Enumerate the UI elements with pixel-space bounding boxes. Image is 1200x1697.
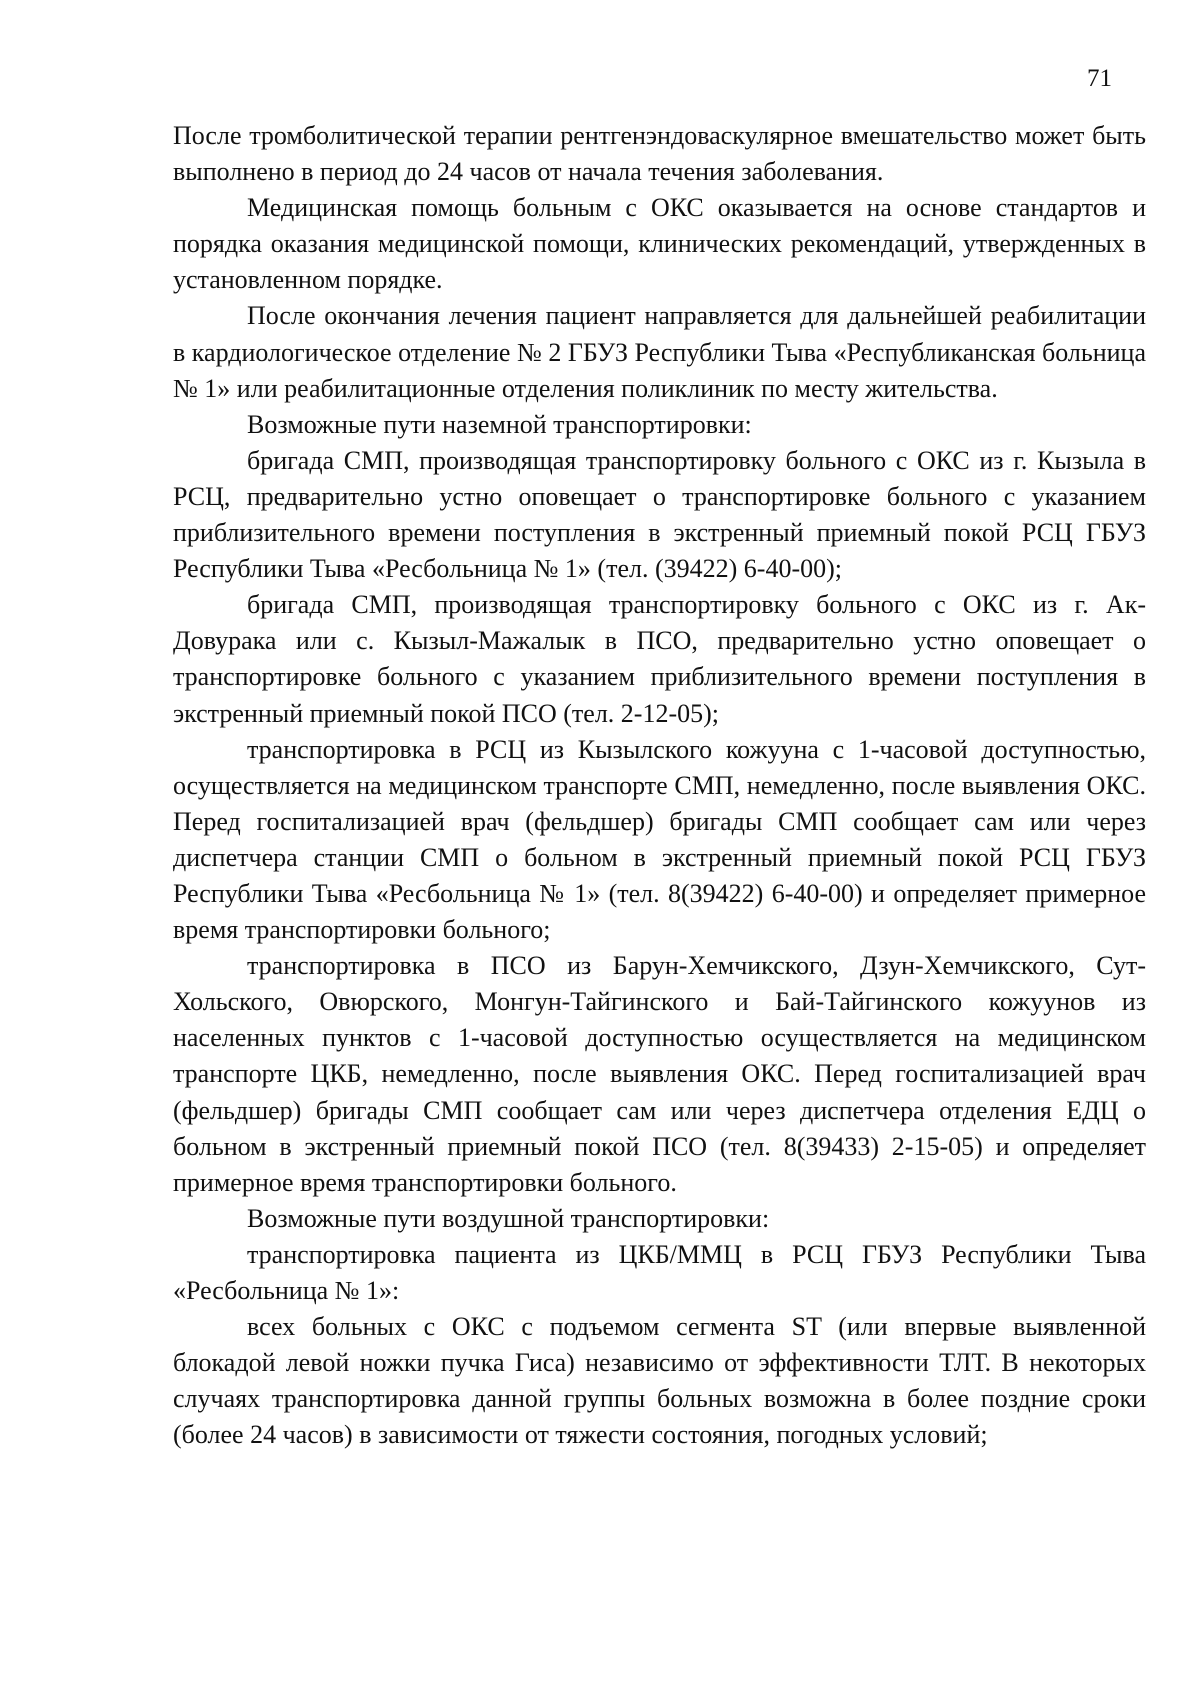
paragraph-after-thrombolysis: После тромболитической терапии рентгенэндоваскулярное вмешательство может быть выполнено в период до 24 часов от начала течения заболевания.	[173, 121, 1146, 187]
paragraph-smp-kyzyl: бригада СМП, производящая транспортировку больного с ОКС из г. Кызыла в РСЦ, предварительно устно оповещает о транспортировке больного с указанием приблизительного времени поступления в экстренный приемный покой РСЦ ГБУЗ Республики Тыва «Ресбольница № 1» (тел. (39422) 6-40-00);	[173, 445, 1146, 584]
body-text	[173, 118, 1146, 1453]
paragraph-st-elevation-patients: всех больных с ОКС с подъемом сегмента ST (или впервые выявленной блокадой левой ножки пучка Гиса) независимо от эффективности ТЛТ. В некоторых случаях транспортировка данной группы больных возможна в более поздние сроки (более 24 часов) в зависимости от тяжести состояния, погодных условий;	[173, 1312, 1146, 1450]
paragraph-ground-transport-heading: Возможные пути наземной транспортировки:	[247, 409, 752, 439]
paragraph-transport-pso: транспортировка в ПСО из Барун-Хемчикского, Дзун-Хемчикского, Сут-Хольского, Овюрского, Монгун-Тайгинского и Бай-Тайгинского кожуунов из населенных пунктов с 1-часовой доступностью осуществляется на медицинском транспорте ЦКБ, немедленно, после выявления ОКС. Перед госпитализацией врач (фельдшер) бригады СМП сообщает сам или через диспетчера отделения ЕДЦ о больном в экстренный приемный покой ПСО (тел. 8(39433) 2-15-05) и определяет примерное время транспортировки больного.	[173, 951, 1146, 1197]
paragraph-air-transport-route: транспортировка пациента из ЦКБ/ММЦ в РСЦ ГБУЗ Республики Тыва «Ресбольница № 1»:	[173, 1239, 1146, 1305]
paragraph-rehabilitation: После окончания лечения пациент направляется для дальнейшей реабилитации в кардиологическое отделение № 2 ГБУЗ Республики Тыва «Республиканская больница № 1» или реабилитационные отделения поликлиник по месту жительства.	[173, 301, 1146, 403]
paragraph-air-transport-heading: Возможные пути воздушной транспортировки:	[247, 1203, 770, 1233]
paragraph-medical-care-standards: Медицинская помощь больным с ОКС оказывается на основе стандартов и порядка оказания медицинской помощи, клинических рекомендаций, утвержденных в установленном порядке.	[173, 193, 1146, 295]
page-number: 71	[1087, 65, 1112, 92]
paragraph-transport-rsc: транспортировка в РСЦ из Кызылского кожууна с 1-часовой доступностью, осуществляется на медицинском транспорте СМП, немедленно, после выявления ОКС. Перед госпитализацией врач (фельдшер) бригады СМП сообщает сам или через диспетчера станции СМП о больном в экстренный приемный покой РСЦ ГБУЗ Республики Тыва «Ресбольница № 1» (тел. 8(39422) 6-40-00) и определяет примерное время транспортировки больного;	[173, 734, 1146, 945]
paragraph-smp-ak-dovurak: бригада СМП, производящая транспортировку больного с ОКС из г. Ак-Довурака или с. Кызыл-Мажалык в ПСО, предварительно устно оповещает о транспортировке больного с указанием приблизительного времени поступления в экстренный приемный покой ПСО (тел. 2-12-05);	[173, 590, 1146, 728]
